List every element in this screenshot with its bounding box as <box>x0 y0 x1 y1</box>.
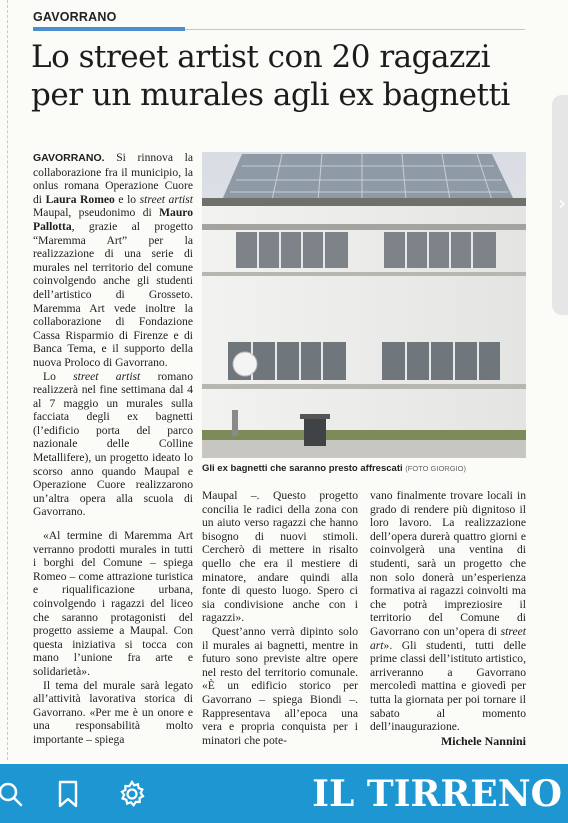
section-label: GAVORRANO <box>33 10 117 24</box>
headline: Lo street artist con 20 ragazzi per un murales agli ex bagnetti <box>31 39 510 113</box>
paragraph-5: Maupal –. Questo progetto concilia le radici della zona con un aiuto verso ragazzi che hanno bisogno di nuovi stimoli. Cercherò di mettere in risalto quello che era il mestiere di minatore, andare quindi alla fonte di questo luogo. Spero ci sia condivisione anche con i ragazzi». <box>202 489 358 625</box>
chevron-right-icon: › <box>558 191 566 215</box>
building-illustration <box>202 152 526 458</box>
text-run: Si rinnova la collaborazione fra il municipio, la onlus romana Operazione Cuore di <box>33 151 193 206</box>
paragraph-7 <box>370 489 526 734</box>
article-column-3 <box>370 489 526 734</box>
text-run-italic: street artist <box>73 369 141 383</box>
text-run: vano finalmente trovare locali in grado di rendere più dignitoso il loro lavoro. La realizzazione dell’opera durerà quattro giorni e coinvolgerà una ventina di studenti, sarà un progetto che non solo donerà un’esperienza formativa ai ragazzi coinvolti ma che potrà impreziosire il territorio del Comune di Gavorrano con un’opera di <box>370 489 526 638</box>
paragraph-6: Quest’anno verrà dipinto solo il murales ai bagnetti, mentre in futuro sono previste altre opere nel resto del territorio comunale. «È un edificio storico per Gavorrano – spiega Biondi –. Rappresentava all’epoca una vera e propria conquista per i minatori che pote- <box>202 624 358 747</box>
text-run: Maupal, pseudonimo di <box>33 206 160 220</box>
photo-caption <box>202 463 532 474</box>
bookmark-icon <box>56 779 80 809</box>
paragraph-3: «Al termine di Maremma Art verranno prodotti murales in tutti i borghi del Comune – spiega Romeo – come attrazione turistica e riqualificazione urbana, coinvolgendo i ragazzi del liceo che saranno protagonisti del progetto assieme a Maupal. Con questa iniziativa si tocca con mano l’unione fra arte e solidarietà». <box>33 529 193 678</box>
gear-icon <box>117 779 147 809</box>
text-run: Lo <box>43 369 74 383</box>
photo-credit: (FOTO GIORGIO) <box>405 464 466 473</box>
article-column-1 <box>33 151 193 519</box>
caption-text: Gli ex bagnetti che saranno presto affrescati <box>202 463 403 474</box>
text-run-italic: street art <box>370 624 526 652</box>
section-accent-rule <box>33 27 185 31</box>
search-button[interactable] <box>0 778 26 810</box>
text-run: e lo <box>114 192 140 206</box>
text-run: romano realizzerà nel fine settimana dal 4 al 7 maggio un murales sulla facciata degli ex bagnetti (l’edificio porta del parco nazionale delle Colline Metallifere), un progetto ideato lo scorso anno quando Maupal e Operazione Cuore realizzarono un’altra opera alla scuola di Gavorrano. <box>33 369 193 519</box>
text-run: , grazie al progetto “Maremma Art” per la realizzazione di una serie di murales nel territorio del comune coinvolgendo anche gli studenti dell’artistico di Grosseto. Maremma Art vede inoltre la collaborazione di Fondazione Cassa Risparmio di Firenze e di Banca Tema, e il supporto della nuova Proloco di Gavorrano. <box>33 219 193 369</box>
person-name: Laura Romeo <box>45 192 115 206</box>
settings-button[interactable] <box>116 778 148 810</box>
section-divider <box>185 29 525 30</box>
paragraph-1 <box>33 151 193 370</box>
next-page-tab[interactable] <box>552 95 568 315</box>
text-run-italic: street artist <box>139 192 194 206</box>
dateline: GAVORRANO. <box>33 152 105 164</box>
brand-logo: IL TIRRENO <box>312 773 562 815</box>
search-icon <box>0 780 24 808</box>
paragraph-4: Il tema del murale sarà legato all’attività lavorativa storica di Gavorrano. «Per me è un onore e una responsabilità molto importante – spiega <box>33 678 193 746</box>
text-run: ». Gli studenti, tutti delle prime classi dell’istituto artistico, arriveranno a Gavorrano mercoledì mattina e giovedì per tutta la giornata per poi tornare il sabato al momento dell’inaugurazione. <box>370 638 526 734</box>
person-name: Mauro Pallotta <box>33 206 193 233</box>
author-signature: Michele Nannini <box>440 734 526 748</box>
article-column-2 <box>202 489 358 747</box>
article-column-1-continued <box>33 529 193 747</box>
reader-toolbar <box>0 764 568 823</box>
bookmark-button[interactable] <box>52 778 84 810</box>
article-photo <box>202 152 526 458</box>
paragraph-2 <box>33 370 193 520</box>
page-fold-edge <box>0 0 8 760</box>
